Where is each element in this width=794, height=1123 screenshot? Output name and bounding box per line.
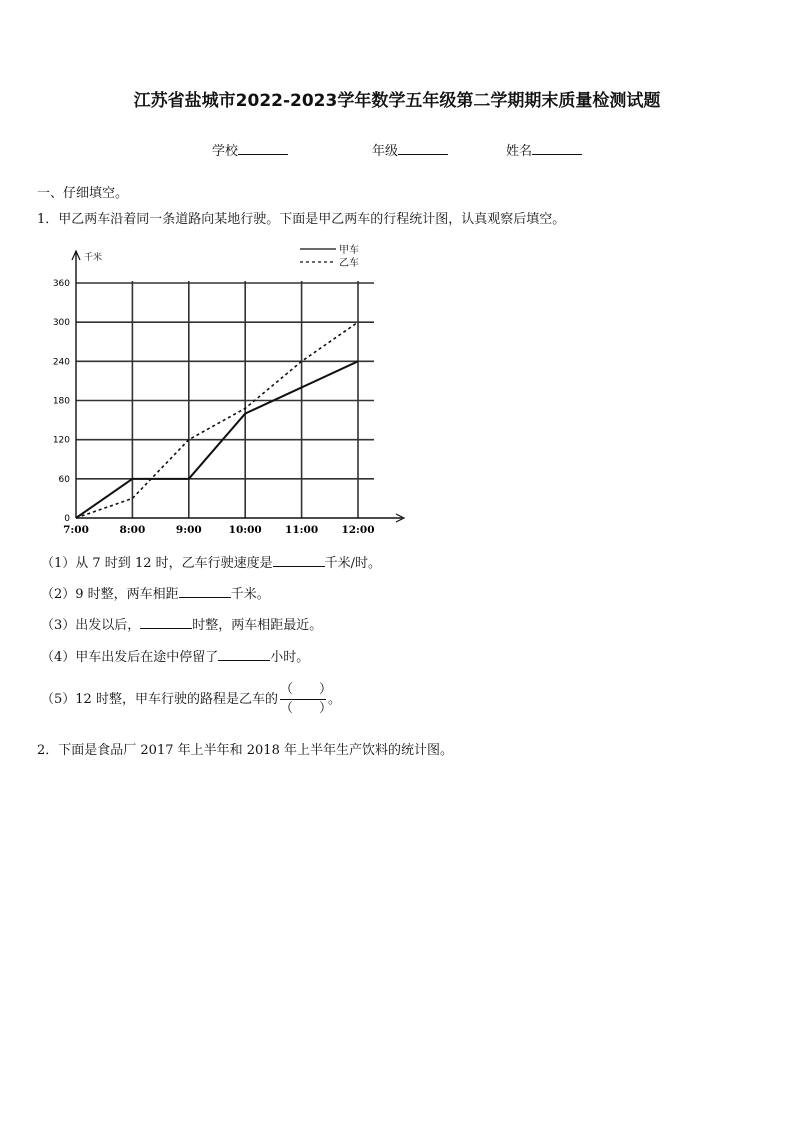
name-blank[interactable]	[532, 141, 582, 155]
sub-question-tail: 时整，两车相距最近。	[192, 618, 323, 633]
y-tick-label: 360	[52, 279, 70, 289]
x-tick-label: 12:00	[341, 524, 375, 536]
sub5-text: （5）12 时整，甲车行驶的路程是乙车的	[41, 692, 278, 707]
travel-chart	[52, 238, 416, 536]
sub-question-1	[41, 552, 381, 571]
y-tick-label: 60	[58, 474, 70, 485]
legend-label-1: 甲车	[339, 245, 359, 256]
question-1: 1．甲乙两车沿着同一条道路向某地行驶。下面是甲乙两车的行程统计图，认真观察后填空。	[37, 212, 566, 227]
sub-question-text: （3）出发以后，	[41, 618, 141, 633]
y-tick-label: 120	[52, 435, 70, 446]
sub-question-5	[41, 683, 341, 716]
sub-question-text: （1）从 7 时到 12 时，乙车行驶速度是	[41, 556, 273, 571]
grade-field	[372, 140, 448, 159]
fraction-denominator: （ ）	[279, 701, 332, 716]
legend-label-2: 乙车	[339, 258, 359, 269]
x-tick-label: 11:00	[285, 524, 319, 536]
fraction-answer[interactable]	[279, 682, 332, 716]
y-tick-label: 0	[64, 514, 70, 524]
answer-blank[interactable]	[218, 647, 270, 661]
sub-question-4	[41, 646, 309, 665]
school-label: 学校	[212, 144, 239, 159]
section-heading: 一、仔细填空。	[37, 186, 129, 201]
fraction-numerator: （ ）	[279, 682, 332, 697]
school-field	[212, 140, 288, 159]
sub5-tail: 。	[327, 692, 341, 707]
grade-blank[interactable]	[398, 141, 448, 155]
x-tick-label: 10:00	[228, 524, 262, 536]
x-tick-label: 9:00	[175, 524, 202, 536]
answer-blank[interactable]	[273, 553, 325, 567]
sub-question-text: （4）甲车出发后在途中停留了	[41, 650, 219, 665]
sub-question-3	[41, 614, 322, 633]
y-tick-label: 180	[52, 396, 70, 407]
sub-question-text: （2）9 时整，两车相距	[41, 587, 179, 602]
y-axis-label: 千米	[84, 253, 103, 263]
grade-label: 年级	[372, 144, 399, 159]
page-title: 江苏省盐城市2022-2023学年数学五年级第二学期期末质量检测试题	[133, 91, 661, 111]
x-tick-label: 7:00	[63, 524, 89, 536]
answer-blank[interactable]	[140, 615, 192, 629]
name-field	[506, 140, 582, 159]
sub-question-tail: 千米。	[230, 587, 270, 602]
fraction-bar	[280, 699, 326, 700]
answer-blank[interactable]	[179, 584, 231, 598]
y-tick-label: 240	[52, 357, 70, 368]
sub-question-2	[41, 583, 270, 602]
sub-question-tail: 千米/时。	[324, 556, 382, 571]
question-2: 2．下面是食品厂 2017 年上半年和 2018 年上半年生产饮料的统计图。	[37, 743, 453, 758]
sub-question-tail: 小时。	[270, 650, 310, 665]
school-blank[interactable]	[238, 141, 288, 155]
y-tick-label: 300	[52, 318, 70, 329]
name-label: 姓名	[506, 144, 533, 159]
x-tick-label: 8:00	[119, 524, 146, 536]
